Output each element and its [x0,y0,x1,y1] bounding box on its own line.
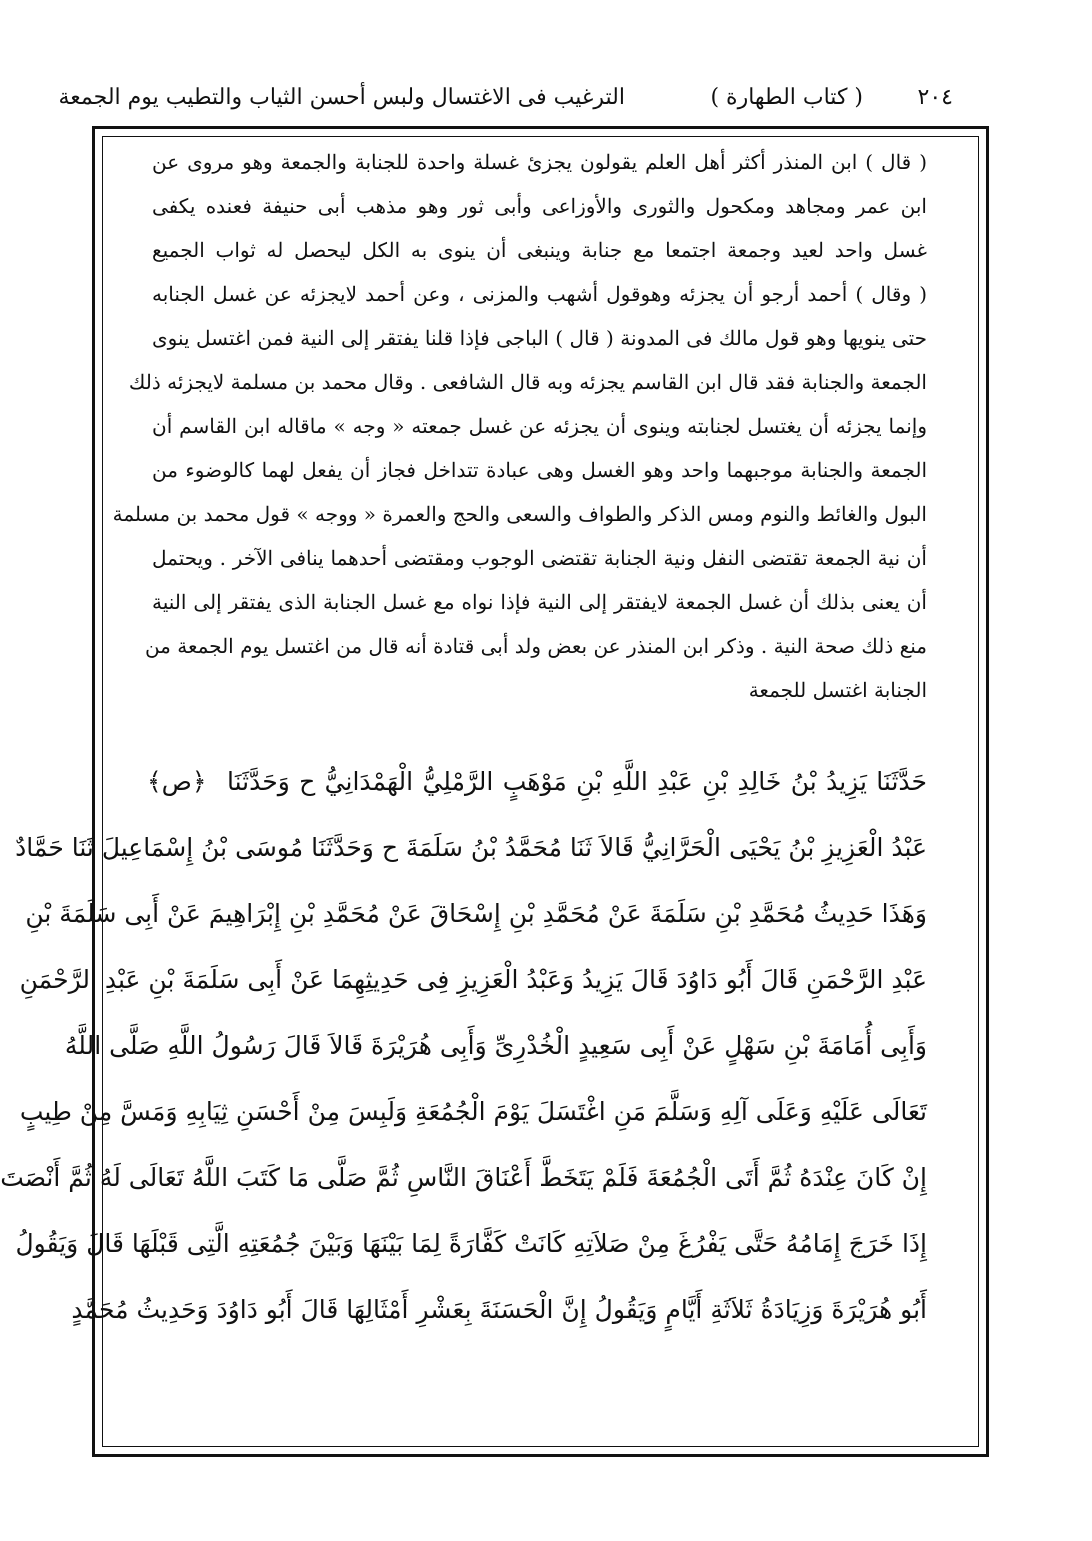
commentary-line: حتى ينويها وهو قول مالك فى المدونة ( قال ) الباجى فإذا قلنا يفتقر إلى النية فمن اغتسل ينوى [152,326,927,350]
hadith-line: إِذَا خَرَجَ إِمَامُهُ حَتَّى يَفْرُغَ مِنْ صَلاَتِهِ كَانَتْ كَفَّارَةً لِمَا بَيْنَهَا وَبَيْنَ جُمُعَتِهِ الَّتِى قَبْلَهَا قَالَ وَيَقُولُ [15,1229,927,1258]
hadith-line: حَدَّثَنَا يَزِيدُ بْنُ خَالِدِ بْنِ عَبْدِ اللَّهِ بْنِ مَوْهَبٍ الرَّمْلِيُّ الْهَمْدَانِيُّ ح وَحَدَّثَنَا [227,767,927,796]
hadith-line: عَبْدِ الرَّحْمَنِ قَالَ أَبُو دَاوُدَ قَالَ يَزِيدُ وَعَبْدُ الْعَزِيزِ فِى حَدِيثِهِمَا عَنْ أَبِى سَلَمَةَ بْنِ عَبْدِ الرَّحْمَنِ [19,965,927,994]
commentary-line: الجمعة والجنابة موجبهما واحد وهو الغسل وهى عبادة تتداخل فجاز أن يفعل لهما كالوضوء من [152,458,927,482]
commentary-line: ( وقال ) أحمد أرجو أن يجزئه وهوقول أشهب والمزنى ، وعن أحمد لايجزئه عن غسل الجنابه [152,282,927,306]
commentary-line: البول والغائط والنوم ومس الذكر والطواف والسعى والحج والعمرة « ووجه » قول محمد بن مسلمة [112,502,927,526]
hadith-line: تَعَالَى عَلَيْهِ وَعَلَى آلِهِ وَسَلَّمَ مَنِ اغْتَسَلَ يَوْمَ الْجُمُعَةِ وَلَبِسَ مِنْ أَحْسَنِ ثِيَابِهِ وَمَسَّ مِنْ طِيبٍ [19,1097,927,1126]
running-header [58,78,953,118]
commentary-line: ( قال ) ابن المنذر أكثر أهل العلم يقولون يجزئ غسلة واحدة للجنابة والجمعة وهو مروى عن [152,150,927,174]
hadith-line: وَأَبِى أُمَامَةَ بْنِ سَهْلٍ عَنْ أَبِى سَعِيدٍ الْخُدْرِىِّ وَأَبِى هُرَيْرَةَ قَالاَ قَالَ رَسُولُ اللَّهِ صَلَّى اللَّهُ [64,1031,927,1060]
commentary-line: الجنابة اغتسل للجمعة [748,678,927,702]
commentary-line: غسل واحد لعيد وجمعة اجتمعا مع جنابة وينبغى أن ينوى به الكل ليحصل له ثواب الجميع [152,238,927,262]
hadith-line: وَهَذَا حَدِيثُ مُحَمَّدِ بْنِ سَلَمَةَ عَنْ مُحَمَّدِ بْنِ إِسْحَاقَ عَنْ مُحَمَّدِ بْنِ إِبْرَاهِيمَ عَنْ أَبِى سَلَمَةَ بْنِ [25,899,927,928]
hadith-line: إِنْ كَانَ عِنْدَهُ ثُمَّ أَتَى الْجُمُعَةَ فَلَمْ يَتَخَطَّ أَعْنَاقَ النَّاسِ ثُمَّ صَلَّى مَا كَتَبَ اللَّهُ تَعَالَى لَهُ ثُمَّ أَنْصَتَ [0,1163,927,1192]
hadith-marker: ﴿ص﴾ [147,767,207,796]
commentary-line: الجمعة والجنابة فقد قال ابن القاسم يجزئه وبه قال الشافعى . وقال محمد بن مسلمة لايجزئه ذلك [128,370,927,394]
commentary-line: منع ذلك صحة النية . وذكر ابن المنذر عن بعض ولد أبى قتادة أنه قال من اغتسل يوم الجمعة من [144,634,927,658]
book-title: ( كتاب الطهارة ) [710,85,863,110]
hadith-line: عَبْدُ الْعَزِيزِ بْنُ يَحْيَى الْحَرَّانِيُّ قَالاَ ثَنَا مُحَمَّدُ بْنُ سَلَمَةَ ح وَحَدَّثَنَا مُوسَى بْنُ إِسْمَاعِيلَ ثَنَا حَمَّادٌ [15,833,927,862]
chapter-title: الترغيب فى الاغتسال ولبس أحسن الثياب والتطيب يوم الجمعة [58,85,625,110]
commentary-line: أن يعنى بذلك أن غسل الجمعة لايفتقر إلى النية فإذا نواه مع غسل الجنابة الذى يفتقر إلى النية [152,590,927,614]
commentary-line: وإنما يجزئه أن يغتسل لجنابته وينوى أن يجزئه عن غسل جمعته « وجه » ماقاله ابن القاسم أن [152,414,927,438]
page-number: ٢٠٤ [917,85,953,110]
commentary-line: أن نية الجمعة تقتضى النفل ونية الجنابة تقتضى الوجوب ومقتضى أحدهما ينافى الآخر . ويحتمل [152,546,927,570]
commentary-line: ابن عمر ومجاهد ومكحول والثورى والأوزاعى وأبى ثور وهو مذهب أبى حنيفة فعنده يكفى [152,194,927,218]
hadith-line: أَبُو هُرَيْرَةَ وَزِيَادَةُ ثَلاَثَةِ أَيَّامٍ وَيَقُولُ إِنَّ الْحَسَنَةَ بِعَشْرِ أَمْثَالِهَا قَالَ أَبُو دَاوُدَ وَحَدِيثُ مُحَمَّدٍ [71,1295,927,1324]
